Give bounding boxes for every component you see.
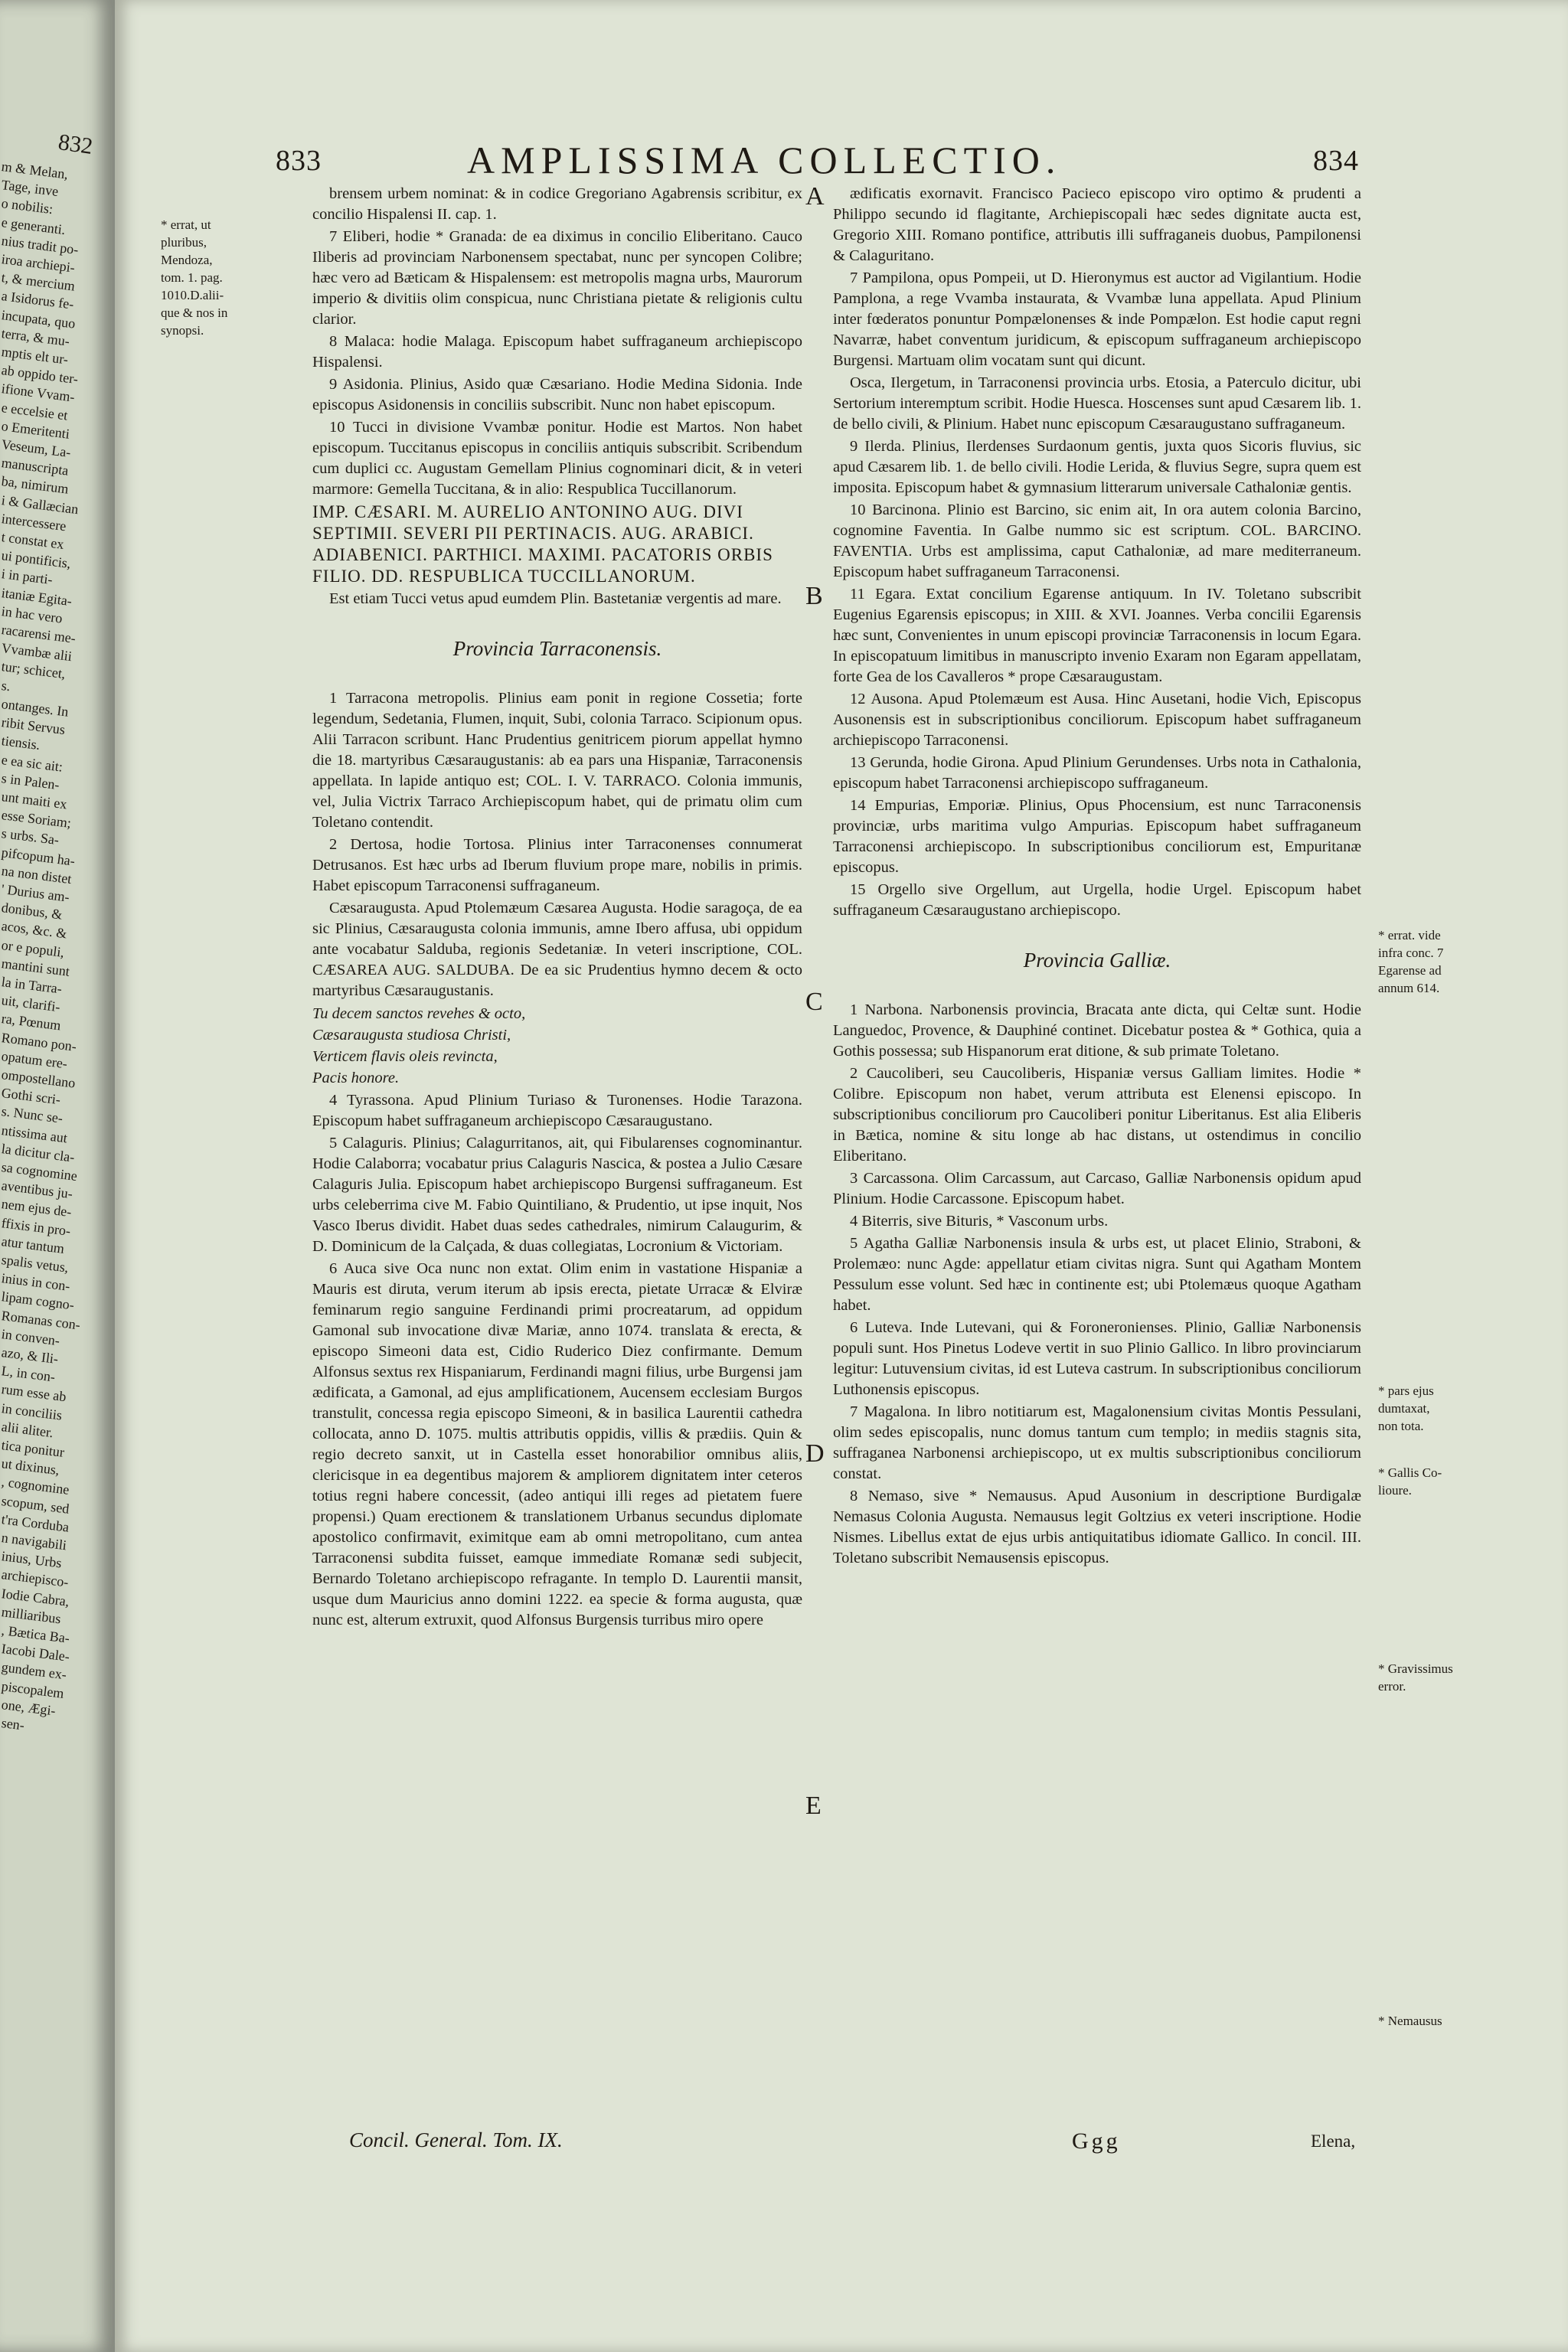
bleed-line: Gothi scri- xyxy=(0,1085,62,1108)
catchword: Elena, xyxy=(1311,2132,1356,2151)
right-margin-note: * pars ejus dumtaxat, non tota. xyxy=(1378,1383,1434,1433)
bleed-line: la dicitur cla- xyxy=(0,1140,76,1165)
paragraph: 2 Caucoliberi, seu Caucoliberis, Hispaniæ versus Galliam limites. Hodie * Colibre. Episcopum non habet, verum attributa est Elenensi episcopo. In subscriptionibus conciliorum pro Caucoliberi ponitur Liberitanus. Est alia Eliberis in Bætica, nomine & situ longe ab hac distans, ut ostendimus in concilio Eliberitano. xyxy=(833,1065,1361,1165)
paragraph: 9 Asidonia. Plinius, Asido quæ Cæsariano. Hodie Medina Sidonia. Inde episcopus Asidonensis in conciliis subscribit. Nunc non habet episcopum. xyxy=(312,376,802,413)
bleed-line: t'ra Corduba xyxy=(0,1511,70,1535)
previous-page-text xyxy=(2,157,115,1732)
paragraph: 8 Malaca: hodie Malaga. Episcopum habet suffraganeum archiepiscopo Hispalensi. xyxy=(312,333,802,371)
section-letter-c: C xyxy=(805,988,823,1016)
bleed-line: ompostellano xyxy=(0,1067,77,1091)
paragraph: 7 Eliberi, hodie * Granada: de ea diximus in concilio Eliberitano. Cauco Iliberis ad provinciam Narbonensem spectabat, nunc per syncopen Colibre; hæc vero ad Bæticam & Hispalensem: est metropolis magna urbs, Maurorum imperio & divitiis olim conspicua, nunc Christiana pietate & religionis cultu clarior. xyxy=(312,228,802,328)
bleed-line: o nobilis: xyxy=(0,195,54,217)
page-number-left: 833 xyxy=(276,145,322,177)
bleed-line: ui pontificis, xyxy=(0,547,72,572)
bleed-line: tiensis. xyxy=(0,733,41,753)
bleed-line: ribit Servus xyxy=(0,714,67,738)
bleed-line: gundem ex- xyxy=(0,1659,68,1683)
previous-page-number: 832 xyxy=(56,129,95,159)
bleed-line: Romanas con- xyxy=(0,1307,81,1333)
bleed-line: itaniæ Egita- xyxy=(0,584,74,609)
bleed-line: unt maiti ex xyxy=(0,788,68,812)
bleed-line: na non distet xyxy=(0,862,73,887)
paragraph: Est etiam Tucci vetus apud eumdem Plin. Bastetaniæ vergentis ad mare. xyxy=(329,590,782,607)
paragraph: 9 Ilerda. Plinius, Ilerdenses Surdaonum gentis, juxta quos Sicoris fluvius, sic apud Cæsarem lib. 1. de bello civili. Hodie Lerida, & fluvius Segre, supra quem est imposita. Episcopum habet & gymnasium litterarum universale Cathaloniæ gentis. xyxy=(833,438,1361,496)
section-letter-e: E xyxy=(805,1792,822,1820)
bleed-line: iroa archiepi- xyxy=(0,251,76,276)
bleed-line: i in parti- xyxy=(0,566,54,588)
paragraph: 7 Pampilona, opus Pompeii, ut D. Hieronymus est auctor ad Vigilantium. Hodie Pamplona, a rege Vvamba instaurata, & Vvambæ luna appellata. Apud Plinium inter fœderatos ponuntur Pompælonenses & inde Pompælon. Est hodie caput regni Navarræ, habet conventum juridicum, & episcopum suffraganeum archiepiscopo Burgensi. Martuam olim vocatam sunt qui dicunt. xyxy=(833,270,1361,369)
bleed-line: scopum, sed xyxy=(0,1492,70,1517)
bleed-line: ntissima aut xyxy=(0,1122,69,1146)
bleed-line: , Bætica Ba- xyxy=(0,1622,71,1646)
paragraph: 1 Tarracona metropolis. Plinius eam ponit in regione Cossetia; forte legendum, Sedetania, Flumen, inquit, Subi, colonia Tarraco. Scipionum opus. Alii Tarracon scribunt. Hanc Prudentius genitricem piorum appellat hymno die 18. martyribus Cæsaraugustanis: ab ea pars una Hispaniæ, Tarraconensis appellata. In lapide antiquo est; COL. I. V. TARRACO. Colonia immunis, vel, Julia Victrix Tarraco Archiepiscopum habet, qui de primatu olim cum Toletano contendit. xyxy=(312,690,802,831)
paragraph: ædificatis exornavit. Francisco Pacieco episcopo viro optimo & prudenti a Philippo secundo id flagitante, Archiepiscopali hæc sedes dignitate aucta est, Gregorio XIII. Romano pontifice, attributis illi suffraganeis duobus, Pampilonensi & Calaguritano. xyxy=(833,185,1361,264)
bleed-line: inius, Urbs xyxy=(0,1548,63,1571)
bleed-line: intercessere xyxy=(0,510,67,534)
bleed-line: sen- xyxy=(0,1715,26,1733)
bleed-line: or e populi, xyxy=(0,936,66,960)
paragraph: Osca, Ilergetum, in Tarraconensi provincia urbs. Etosia, a Paterculo dicitur, ubi Sertorium interemptum scribit. Hodie Huesca. Hoscenses sunt apud Cæsarem lib. 1. de bello civili, & Plinium. Habet nunc episcopum Cæsaraugustano suffraganeum. xyxy=(833,374,1361,433)
page-number-right: 834 xyxy=(1313,145,1359,177)
section-letter-a: A xyxy=(805,182,825,211)
bleed-line: tur; schicet, xyxy=(0,658,67,682)
bleed-line: piscopalem xyxy=(0,1677,65,1701)
left-margin-note: * errat, ut pluribus, Mendoza, tom. 1. pag. 1010.D.alii- que & nos in synopsi. xyxy=(161,217,228,338)
bleed-line: donibus, & xyxy=(0,900,64,923)
bleed-line: pifcopum ha- xyxy=(0,844,76,869)
paragraph: 4 Tyrassona. Apud Plinium Turiaso & Turonenses. Hodie Tarazona. Episcopum habet suffraganeum archiepiscopo Cæsaraugustano. xyxy=(312,1092,802,1129)
paragraph: 10 Tucci in divisione Vvambæ ponitur. Hodie est Martos. Non habet episcopum. Tuccitanus episcopus in conciliis antiquis subscribit. Scribendum cum duplici cc. Augustam Gemellam Plinius cognominari dicit, & in veteri marmore: Gemella Tuccitana, & in alio: Respublica Tuccillanorum. xyxy=(312,419,802,498)
bleed-line: sa cognomine xyxy=(0,1159,78,1184)
right-margin-note: * Gravissimus error. xyxy=(1378,1661,1453,1694)
bleed-line: in conciliis xyxy=(0,1400,64,1423)
paragraph: 14 Empurias, Emporiæ. Plinius, Opus Phocensium, est nunc Tarraconensis provinciæ, urbs maritima vulgo Ampurias. Episcopum habet suffraganeum Tarraconensi archiepiscopo. In subscriptionibus conciliorum est, Empuritanæ episcopus. xyxy=(833,797,1361,876)
section-letter-d: D xyxy=(805,1439,825,1468)
right-margin-note: * Nemausus xyxy=(1378,2014,1442,2028)
section-letter-b: B xyxy=(805,582,823,610)
bleed-line: n navigabili xyxy=(0,1530,68,1553)
paragraph: 6 Auca sive Oca nunc non extat. Olim enim in vastatione Hispaniæ a Mauris est diruta, verum iterum ab ipsis erecta, pietate Urracæ & Elviræ feminarum regio sanguine Ferdinandi primi procreatarum, ad oppidum Gamonal sub invocatione divæ Mariæ, anno 1074. translata & erecta, & episcopo Simeoni data est, Cidio Ruderico Diez confirmante. Demum Alfonsus sextus rex Hispaniarum, Ferdinandi magni filius, urbe Burgensi jam ædificata, a Gamonal, ad ejus amplificationem, Aucensem ecclesiam Burgos transtulit, concessa regia episcopo Simeoni, & in basilica Laurentii cathedra collocata, anno D. 1075. multis attributis oppidis, villis & prædiis. Quin & regio decreto sanxit, ut in Castella esset honorabilior omnibus aliis, clericisque in ea degentibus majorem & ampliorem dignitatem inter ceteros totius regni habere concessit, (adeo antiqui illi reges ad pietatem fuere propensi.) Quam erectionem & translationem Urbanus secundus diplomate apostolico confirmavit, eximitque eam ab omni metropolitano, cum antea Tarraconensi subdita fuisset, eamque immediate Romanæ sedi subjecit, Bernardo Toletano archiepiscopo refragante. In templo D. Laurentii mansit, usque dum Mauricius anno domini 1222. ea specie & forma augusta, quæ nunc est, alterum extruxit, quod Alfonsus Burgensis turribus miro opere xyxy=(312,1260,802,1628)
bleed-line: manuscripta xyxy=(0,455,70,479)
bleed-line: Iacobi Dale- xyxy=(0,1641,71,1665)
paragraph: 7 Magalona. In libro notitiarum est, Magalonensium civitas Montis Pessulani, olim sedes episcopalis, nunc domus tantum cum templo; in mediis stagnis sita, suffraganea Narbonensi archiepiscopo, ut ex multis subscriptionibus conciliorum constat. xyxy=(833,1403,1361,1482)
bleed-line: tica ponitur xyxy=(0,1437,66,1460)
bleed-line: o Emeritenti xyxy=(0,417,71,442)
bleed-line: in conven- xyxy=(0,1325,61,1349)
bleed-line: alii aliter. xyxy=(0,1418,54,1441)
paragraph: 10 Barcinona. Plinio est Barcino, sic enim ait, In ora autem colonia Barcino, cognomine Faventia. In Galbe nummo sic est scriptum. COL. BARCINO. FAVENTIA. Urbs est amplissima, caput Cathaloniæ, ad mare mediterraneum. Episcopum habet suffraganeum Tarraconensi. xyxy=(833,501,1361,580)
bleed-line: s urbs. Sa- xyxy=(0,825,60,848)
bleed-line: racarensi me- xyxy=(0,622,77,646)
paragraph: brensem urbem nominat: & in codice Gregoriano Agabrensis scribitur, ex concilio Hispalensi II. cap. 1. xyxy=(312,185,802,223)
bleed-line: one, Ægi- xyxy=(0,1696,57,1719)
paragraph: 13 Gerunda, hodie Girona. Apud Plinium Gerundenses. Urbs nota in Cathalonia, episcopum habet Tarraconensi archiepiscopo suffraganeum. xyxy=(833,754,1361,792)
bleed-line: Iodie Cabra, xyxy=(0,1585,70,1609)
bleed-line: , cognomine xyxy=(0,1474,70,1498)
bleed-line: azo, & Ili- xyxy=(0,1344,60,1367)
bleed-line: t constat ex xyxy=(0,529,65,552)
paragraph: 8 Nemaso, sive * Nemausus. Apud Ausonium in descriptione Burdigalæ Nemasus Colonia Augusta. Nemausus legit Goltzius ex veteri inscriptione. Hodie Nismes. Libellus extat de ejus urbis antiquitatibus idiomate Gallico. In concil. III. Toletano subscribit Nemausensis episcopus. xyxy=(833,1488,1361,1566)
right-margin-note: * errat. vide infra conc. 7 Egarense ad annum 614. xyxy=(1378,928,1444,995)
bleed-line: archiepisco- xyxy=(0,1566,70,1591)
verse-quotation: Tu decem sanctos revehes & octo, Cæsaraugusta studiosa Christi, Verticem flavis oleis revincta, Pacis honore. xyxy=(312,1005,526,1086)
bleed-line: spalis vetus, xyxy=(0,1252,70,1276)
bleed-line: Romano pon- xyxy=(0,1029,77,1054)
volume-footer: Concil. General. Tom. IX. xyxy=(349,2128,563,2151)
paragraph: 15 Orgello sive Orgellum, aut Urgella, hodie Urgel. Episcopum habet suffraganeum Cæsaraugustano archiepiscopo. xyxy=(833,881,1361,919)
inscription: IMP. CÆSARI. M. AURELIO ANTONINO AUG. DIVI SEPTIMII. SEVERI PII PERTINACIS. AUG. ARABICI. ADIABENICI. PARTHICI. MAXIMI. PACATORIS ORBIS FILIO. DD. RESPUBLICA TUCCILLANORUM. xyxy=(312,502,773,586)
bleed-line: aventibus ju- xyxy=(0,1178,74,1202)
bleed-line: inius in con- xyxy=(0,1270,71,1295)
paragraph: 12 Ausona. Apud Ptolemæum est Ausa. Hinc Ausetani, hodie Vich, Episcopus Ausonensis est in subscriptionibus conciliorum. Episcopum habet suffraganeum archiepiscopo Tarraconensi. xyxy=(833,691,1361,749)
bleed-line: nem ejus de- xyxy=(0,1196,73,1220)
bleed-line: ifione Vvam- xyxy=(0,381,76,406)
bleed-line: mptis elt ur- xyxy=(0,344,70,368)
running-title: AMPLISSIMA COLLECTIO. xyxy=(467,139,1062,181)
bleed-line: lipam cogno- xyxy=(0,1289,76,1313)
bleed-line: s. Nunc se- xyxy=(0,1103,64,1127)
paragraph: 6 Luteva. Inde Lutevani, qui & Foroneronienses. Plinio, Galliæ Narbonensis populi sunt. Hos Pinetus Lodeve vertit in suo Plinio Gallico. In libro provinciarum legitur: Lutuvensium civitas, id est Luteva castrum. In subscriptionibus conciliorum Luthonensis episcopus. xyxy=(833,1319,1361,1398)
bleed-line: ra, Pœnum xyxy=(0,1011,62,1034)
bleed-line: e eccelsie et xyxy=(0,399,69,423)
bleed-line: e ea sic ait: xyxy=(0,751,64,775)
bleed-line: uit, clarifi- xyxy=(0,992,61,1015)
previous-page-bleed xyxy=(0,0,115,2352)
bleed-line: ut dixinus, xyxy=(0,1455,60,1478)
paragraph: 2 Dertosa, hodie Tortosa. Plinius inter Tarraconenses connumerat Detrusanos. Est hæc urbs ad Iberum fluvium prope mare, nobilis in primis. Habet episcopum Tarraconensi suffraganeum. xyxy=(312,836,802,894)
bleed-line: in hac vero xyxy=(0,603,64,626)
section-title: Provincia Galliæ. xyxy=(1023,949,1171,972)
bleed-line: s in Palen- xyxy=(0,769,60,792)
bleed-line: s. xyxy=(0,677,11,694)
paragraph: 3 Carcassona. Olim Carcassum, aut Carcaso, Galliæ Narbonensis opidum apud Plinium. Hodie Carcassone. Episcopum habet. xyxy=(833,1170,1361,1207)
paragraph: 5 Calaguris. Plinius; Calagurritanos, ait, qui Fibularenses cognominantur. Hodie Calaborra; vocabatur prius Calaguris Nascica, & postea a Julio Cæsare Calaguris Julia. Episcopum habet archiepiscopo Burgensi suffraganeum. Est urbs celeberrima cive M. Fabio Quintiliano, & Prudentio, ut ipse inquit, Nos Vasco Iberus dividit. Habet duas sedes cathedrales, nimirum Calaugurim, & D. Dominicum de la Calçada, & duas collegiatas, Locronium & Victoriam. xyxy=(312,1135,802,1255)
bleed-line: mantini sunt xyxy=(0,955,71,979)
bleed-line: esse Soriam; xyxy=(0,807,73,831)
bleed-line: atur tantum xyxy=(0,1233,66,1256)
bleed-line: acos, &c. & xyxy=(0,918,68,942)
bleed-line: terra, & mu- xyxy=(0,325,71,349)
paragraph: 11 Egara. Extat concilium Egarense antiquum. In IV. Toletano subscribit Eugenius Egarensis episcopus; in XIII. & XVI. Joannes. Verba concilii Egarensis hæc sunt, Convenientes in unum episcopi provinciæ Tarraconensis in locum Egara. In episcopatuum limitibus in manuscripto invenio Exaram non Egaram appellatam, forte Gea de los Cavalleros * prope Cæsaraugustam. xyxy=(833,586,1361,685)
bleed-line: i & Gallæcian xyxy=(0,492,80,517)
paragraph: Cæsaraugusta. Apud Ptolemæum Cæsarea Augusta. Hodie saragoça, de ea sic Plinius, Cæsaraugusta colonia immunis, amne Ibero affusa, ubi oppidum ante vocabatur Salduba, regionis Sedetaniæ. In veteri inscriptione, COL. CÆSAREA AUG. SALDUBA. De ea sic Prudentius hymno decem & octo martyribus Cæsaraugustanis. xyxy=(312,900,802,999)
bleed-line: Vvambæ alii xyxy=(0,640,74,665)
bleed-line: ontanges. In xyxy=(0,695,70,720)
paragraph: 5 Agatha Galliæ Narbonensis insula & urbs est, ut placet Elinio, Straboni, & Prolemæo: nunc Agde: appellatur etiam civitas nigra. Sunt qui Agatham Montem Pessulum esse volunt. Sed hæc in continente est; ubi Ptolemæus quoque Agatham habet. xyxy=(833,1235,1361,1314)
bleed-line: Veseum, La- xyxy=(0,436,72,461)
paragraph: 4 Biterris, sive Bituris, * Vasconum urbs. xyxy=(850,1213,1109,1230)
section-title: Provincia Tarraconensis. xyxy=(452,637,662,660)
signature-mark: Ggg xyxy=(1072,2128,1121,2154)
bleed-line: e generanti. xyxy=(0,214,67,237)
paragraph: 1 Narbona. Narbonensis provincia, Bracata ante dicta, qui Celtæ sunt. Hodie Languedoc, Provence, & Dauphiné continet. Dicebatur postea & * Gothica, quia a Gothis possessa; sub Hispanorum erat ditione, & sub primate Toletano. xyxy=(833,1001,1361,1060)
bleed-line: Tage, inve xyxy=(0,177,60,200)
bleed-line: nius tradit po- xyxy=(0,232,80,258)
bleed-line: milliaribus xyxy=(0,1603,62,1627)
bleed-line: L, in con- xyxy=(0,1363,57,1385)
bleed-line: ab oppido ter- xyxy=(0,362,80,387)
bleed-line: rum esse ab xyxy=(0,1381,67,1405)
bleed-line: m & Melan, xyxy=(0,158,70,182)
bleed-line: t, & mercium xyxy=(0,270,76,294)
right-column xyxy=(833,184,1361,1570)
bleed-line: ba, nimirum xyxy=(0,473,70,498)
left-column xyxy=(312,184,802,1632)
bleed-line: opatum ere- xyxy=(0,1047,69,1072)
bleed-line: a Isidorus fe- xyxy=(0,288,75,312)
bleed-line: incupata, quo xyxy=(0,306,77,332)
bleed-line: la in Tarra- xyxy=(0,974,64,997)
right-margin-note: * Gallis Co- lioure. xyxy=(1378,1465,1442,1498)
bleed-line: ffixis in pro- xyxy=(0,1214,72,1239)
bleed-line: ' Durius am- xyxy=(0,880,70,905)
